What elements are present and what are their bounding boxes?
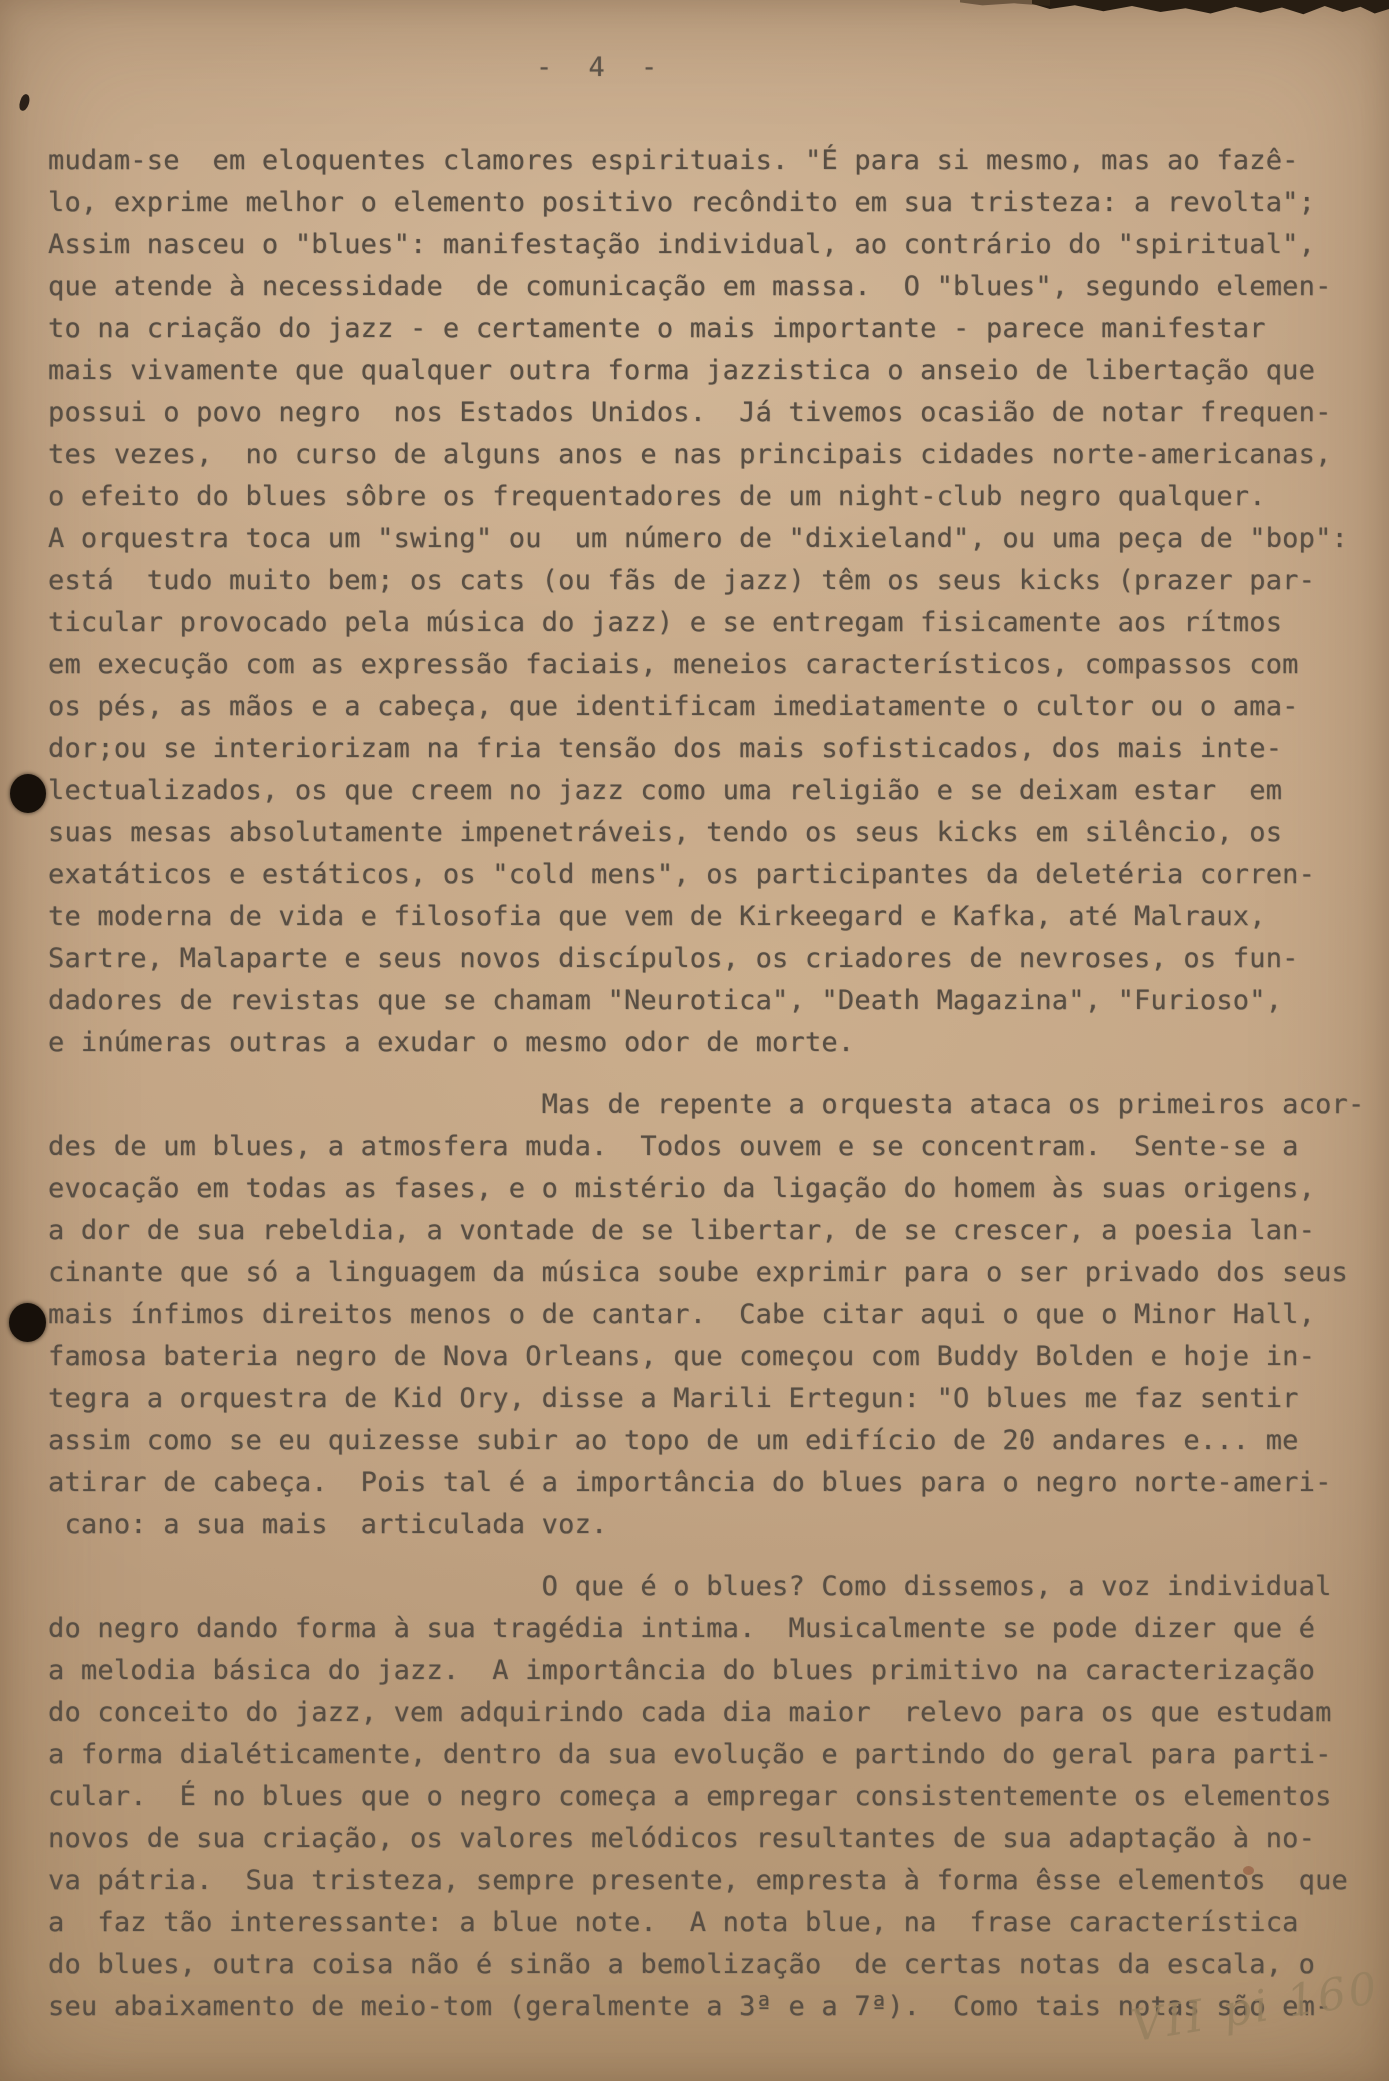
text-line: mudam-se em eloquentes clamores espirituais. "É para si mesmo, mas ao fazê- (48, 145, 1299, 176)
typewritten-text-block (48, 140, 1368, 2028)
text-line: Sartre, Malaparte e seus novos discípulos, os criadores de nevroses, os fun- (48, 943, 1299, 974)
text-line: Assim nasceu o "blues": manifestação individual, ao contrário do "spiritual", (48, 229, 1316, 260)
text-line: exatáticos e estáticos, os "cold mens", os participantes da deletéria corren- (48, 859, 1316, 890)
text-line: ticular provocado pela música do jazz) e se entregam fisicamente aos rítmos (48, 607, 1283, 638)
text-line: a forma dialéticamente, dentro da sua evolução e partindo do geral para parti- (48, 1739, 1332, 1770)
handwritten-annotation: VII pi 160 (1127, 1962, 1384, 2053)
text-line: lo, exprime melhor o elemento positivo recôndito em sua tristeza: a revolta"; (48, 187, 1316, 218)
punch-hole (9, 1303, 46, 1342)
text-line: tes vezes, no curso de alguns anos e nas principais cidades norte-americanas, (48, 439, 1332, 470)
text-line: mais vivamente que qualquer outra forma jazzistica o anseio de libertação que (48, 355, 1316, 386)
page-number: - 4 - (536, 52, 668, 83)
text-line: que atende à necessidade de comunicação em massa. O "blues", segundo elemen- (48, 271, 1332, 302)
text-line: do conceito do jazz, vem adquirindo cada dia maior relevo para os que estudam (48, 1697, 1332, 1728)
text-line: mais ínfimos direitos menos o de cantar. Cabe citar aqui o que o Minor Hall, (48, 1299, 1316, 1330)
ink-speck (18, 93, 32, 112)
text-line: cinante que só a linguagem da música soube exprimir para o ser privado dos seus (48, 1257, 1348, 1288)
text-line: dor;ou se interiorizam na fria tensão dos mais sofisticados, dos mais inte- (48, 733, 1283, 764)
text-line: a melodia básica do jazz. A importância do blues primitivo na caracterização (48, 1655, 1316, 1686)
text-line: va pátria. Sua tristeza, sempre presente, empresta à forma êsse elementos que (48, 1865, 1348, 1896)
text-line: A orquestra toca um "swing" ou um número de "dixieland", ou uma peça de "bop": (48, 523, 1348, 554)
torn-paper-edge-faint (960, 0, 1050, 6)
text-line: lectualizados, os que creem no jazz como uma religião e se deixam estar em (48, 775, 1283, 806)
text-line: tegra a orquestra de Kid Ory, disse a Marili Ertegun: "O blues me faz sentir (48, 1383, 1299, 1414)
text-line: te moderna de vida e filosofia que vem de Kirkeegard e Kafka, até Malraux, (48, 901, 1266, 932)
text-line: possui o povo negro nos Estados Unidos. Já tivemos ocasião de notar frequen- (48, 397, 1332, 428)
text-line: assim como se eu quizesse subir ao topo de um edifício de 20 andares e... me (48, 1425, 1299, 1456)
torn-paper-edge (1032, 0, 1389, 15)
text-line: os pés, as mãos e a cabeça, que identificam imediatamente o cultor ou o ama- (48, 691, 1299, 722)
text-line: to na criação do jazz - e certamente o mais importante - parece manifestar (48, 313, 1266, 344)
text-line: dadores de revistas que se chamam "Neurotica", "Death Magazina", "Furioso", (48, 985, 1283, 1016)
text-line: cular. É no blues que o negro começa a empregar consistentemente os elementos (48, 1781, 1332, 1812)
punch-hole (10, 774, 46, 813)
text-line: O que é o blues? Como dissemos, a voz individual (48, 1571, 1332, 1602)
text-line: e inúmeras outras a exudar o mesmo odor de morte. (48, 1027, 855, 1058)
text-line: a dor de sua rebeldia, a vontade de se libertar, de se crescer, a poesia lan- (48, 1215, 1316, 1246)
text-line: o efeito do blues sôbre os frequentadores de um night-club negro qualquer. (48, 481, 1266, 512)
text-line: a faz tão interessante: a blue note. A nota blue, na frase característica (48, 1907, 1299, 1938)
text-line: atirar de cabeça. Pois tal é a importância do blues para o negro norte-ameri- (48, 1467, 1332, 1498)
text-line: em execução com as expressão faciais, meneios característicos, compassos com (48, 649, 1299, 680)
text-line: Mas de repente a orquesta ataca os primeiros acor- (48, 1089, 1365, 1120)
text-line: do blues, outra coisa não é sinão a bemolização de certas notas da escala, o (48, 1949, 1316, 1980)
text-line: está tudo muito bem; os cats (ou fãs de jazz) têm os seus kicks (prazer par- (48, 565, 1316, 596)
text-line: cano: a sua mais articulada voz. (48, 1509, 608, 1540)
text-line: famosa bateria negro de Nova Orleans, que começou com Buddy Bolden e hoje in- (48, 1341, 1316, 1372)
text-line: evocação em todas as fases, e o mistério da ligação do homem às suas origens, (48, 1173, 1316, 1204)
text-line: des de um blues, a atmosfera muda. Todos ouvem e se concentram. Sente-se a (48, 1131, 1299, 1162)
text-line: seu abaixamento de meio-tom (geralmente a 3ª e a 7ª). Como tais notas são em- (48, 1991, 1332, 2022)
text-line: novos de sua criação, os valores melódicos resultantes de sua adaptação à no- (48, 1823, 1316, 1854)
text-line: do negro dando forma à sua tragédia intima. Musicalmente se pode dizer que é (48, 1613, 1316, 1644)
text-line: suas mesas absolutamente impenetráveis, tendo os seus kicks em silêncio, os (48, 817, 1283, 848)
